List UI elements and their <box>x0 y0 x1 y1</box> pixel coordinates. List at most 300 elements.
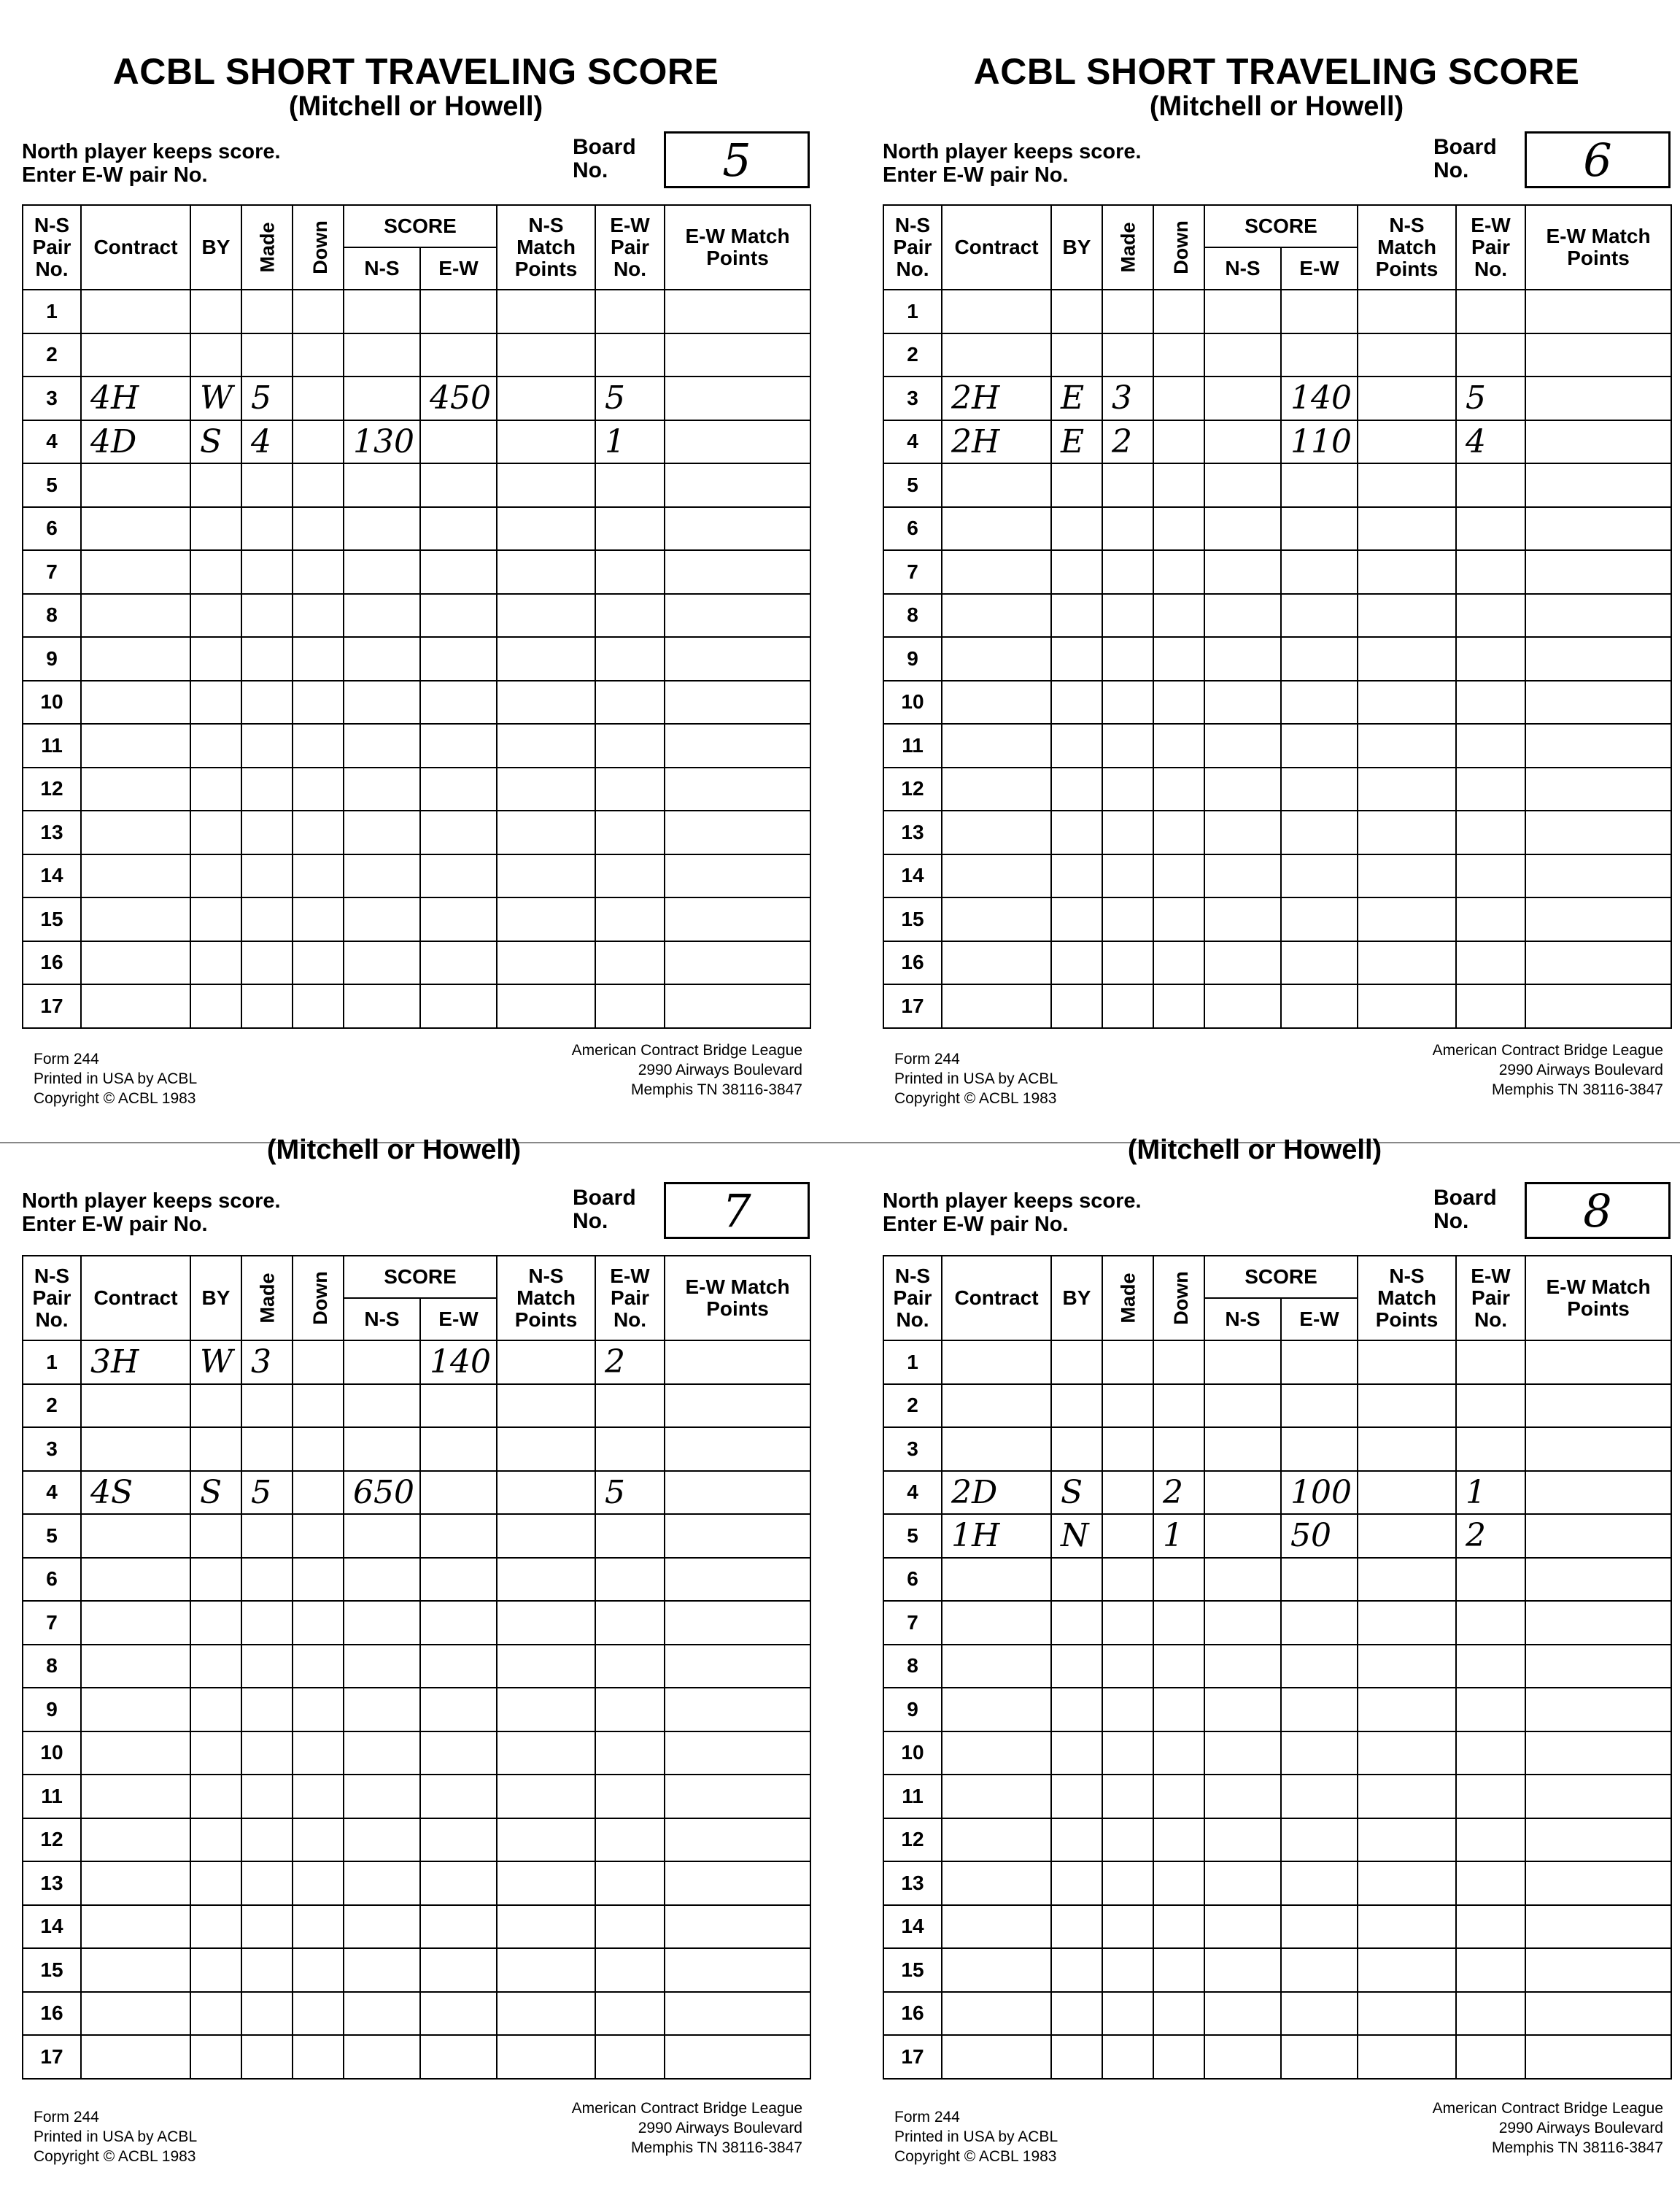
cell-ns-mp[interactable] <box>497 724 595 768</box>
cell-score-ew[interactable] <box>420 941 497 985</box>
cell-contract[interactable] <box>942 768 1051 811</box>
cell-score-ew[interactable] <box>420 290 497 333</box>
cell-down[interactable] <box>1153 681 1204 725</box>
cell-down[interactable] <box>1153 941 1204 985</box>
cell-by[interactable] <box>1051 1645 1102 1688</box>
cell-down[interactable] <box>1153 854 1204 898</box>
cell-score-ew[interactable] <box>1281 1818 1358 1862</box>
cell-by[interactable] <box>190 1992 241 2036</box>
cell-ns-mp[interactable] <box>497 1558 595 1602</box>
cell-ns-mp[interactable] <box>497 1948 595 1992</box>
cell-score-ns[interactable] <box>1204 984 1281 1028</box>
cell-down[interactable] <box>1153 463 1204 507</box>
cell-ew-mp[interactable] <box>665 681 810 725</box>
cell-score-ns[interactable]: 650 <box>344 1471 420 1515</box>
cell-score-ns[interactable] <box>344 1514 420 1558</box>
cell-by[interactable] <box>190 1775 241 1818</box>
cell-score-ns[interactable] <box>344 1558 420 1602</box>
cell-score-ns[interactable] <box>1204 1340 1281 1384</box>
cell-ew-pair[interactable] <box>595 854 665 898</box>
cell-by[interactable] <box>1051 854 1102 898</box>
cell-made[interactable] <box>241 1775 293 1818</box>
cell-made[interactable] <box>1102 1861 1153 1905</box>
cell-down[interactable] <box>293 1427 344 1471</box>
cell-score-ns[interactable] <box>1204 463 1281 507</box>
cell-ew-pair[interactable] <box>595 1688 665 1731</box>
cell-down[interactable] <box>293 1340 344 1384</box>
cell-made[interactable] <box>1102 1384 1153 1428</box>
cell-score-ns[interactable] <box>1204 290 1281 333</box>
cell-score-ns[interactable] <box>1204 377 1281 420</box>
cell-contract[interactable] <box>81 1601 190 1645</box>
cell-score-ew[interactable] <box>1281 811 1358 854</box>
cell-ew-mp[interactable] <box>1525 1731 1671 1775</box>
cell-ew-mp[interactable] <box>665 1688 810 1731</box>
cell-down[interactable] <box>293 463 344 507</box>
cell-made[interactable]: 5 <box>241 1471 293 1515</box>
cell-ew-pair[interactable] <box>595 594 665 638</box>
cell-made[interactable] <box>241 1558 293 1602</box>
cell-down[interactable] <box>293 420 344 464</box>
cell-down[interactable] <box>1153 1384 1204 1428</box>
cell-score-ew[interactable] <box>1281 550 1358 594</box>
cell-by[interactable] <box>1051 984 1102 1028</box>
cell-contract[interactable]: 3H <box>81 1340 190 1384</box>
cell-ns-mp[interactable] <box>497 290 595 333</box>
cell-ns-mp[interactable] <box>1358 1645 1456 1688</box>
cell-ew-mp[interactable] <box>665 637 810 681</box>
cell-ew-pair[interactable] <box>1456 941 1525 985</box>
cell-score-ns[interactable] <box>344 1992 420 2036</box>
cell-score-ns[interactable] <box>1204 1775 1281 1818</box>
cell-down[interactable] <box>293 1688 344 1731</box>
cell-by[interactable] <box>1051 1601 1102 1645</box>
cell-by[interactable] <box>190 463 241 507</box>
cell-ns-mp[interactable] <box>497 1645 595 1688</box>
cell-down[interactable] <box>1153 507 1204 551</box>
cell-made[interactable] <box>1102 1992 1153 2036</box>
cell-ns-mp[interactable] <box>1358 1601 1456 1645</box>
cell-score-ew[interactable] <box>420 1861 497 1905</box>
cell-ew-pair[interactable] <box>595 463 665 507</box>
cell-ew-pair[interactable] <box>1456 681 1525 725</box>
cell-score-ns[interactable] <box>1204 550 1281 594</box>
cell-ns-mp[interactable] <box>497 1688 595 1731</box>
cell-score-ew[interactable] <box>1281 681 1358 725</box>
cell-score-ew[interactable] <box>1281 637 1358 681</box>
cell-down[interactable] <box>293 507 344 551</box>
cell-down[interactable] <box>293 1818 344 1862</box>
cell-made[interactable] <box>1102 333 1153 377</box>
cell-ew-mp[interactable] <box>665 1775 810 1818</box>
cell-ew-mp[interactable] <box>1525 1340 1671 1384</box>
cell-ew-mp[interactable] <box>665 1905 810 1949</box>
cell-by[interactable] <box>190 550 241 594</box>
cell-score-ns[interactable] <box>1204 1905 1281 1949</box>
cell-made[interactable] <box>1102 1905 1153 1949</box>
cell-score-ns[interactable] <box>344 681 420 725</box>
cell-made[interactable] <box>1102 811 1153 854</box>
cell-by[interactable] <box>190 897 241 941</box>
cell-by[interactable] <box>1051 2035 1102 2079</box>
cell-by[interactable] <box>1051 1818 1102 1862</box>
cell-by[interactable] <box>1051 290 1102 333</box>
cell-down[interactable] <box>1153 1558 1204 1602</box>
cell-down[interactable] <box>293 724 344 768</box>
cell-contract[interactable] <box>942 1861 1051 1905</box>
cell-by[interactable]: W <box>190 377 241 420</box>
cell-by[interactable] <box>190 1948 241 1992</box>
cell-made[interactable] <box>241 594 293 638</box>
cell-by[interactable] <box>1051 1688 1102 1731</box>
cell-contract[interactable] <box>81 1384 190 1428</box>
cell-ns-mp[interactable] <box>1358 1861 1456 1905</box>
cell-ns-mp[interactable] <box>1358 507 1456 551</box>
cell-score-ns[interactable] <box>1204 1861 1281 1905</box>
cell-score-ew[interactable] <box>1281 1775 1358 1818</box>
cell-score-ns[interactable] <box>1204 1384 1281 1428</box>
cell-ns-mp[interactable] <box>497 811 595 854</box>
cell-ns-mp[interactable] <box>1358 1992 1456 2036</box>
cell-ew-mp[interactable] <box>1525 941 1671 985</box>
cell-ew-mp[interactable] <box>1525 1775 1671 1818</box>
cell-ew-mp[interactable] <box>1525 1992 1671 2036</box>
cell-ns-mp[interactable] <box>497 637 595 681</box>
cell-contract[interactable] <box>942 637 1051 681</box>
cell-ew-mp[interactable] <box>665 1514 810 1558</box>
cell-score-ns[interactable] <box>1204 1427 1281 1471</box>
cell-ew-pair[interactable] <box>595 1775 665 1818</box>
cell-by[interactable] <box>1051 507 1102 551</box>
cell-score-ew[interactable]: 450 <box>420 377 497 420</box>
cell-by[interactable] <box>190 1731 241 1775</box>
cell-contract[interactable]: 2D <box>942 1471 1051 1515</box>
cell-made[interactable] <box>241 724 293 768</box>
cell-score-ns[interactable] <box>344 811 420 854</box>
cell-made[interactable] <box>241 290 293 333</box>
cell-score-ns[interactable] <box>344 1427 420 1471</box>
cell-ns-mp[interactable] <box>1358 637 1456 681</box>
cell-ew-pair[interactable] <box>595 768 665 811</box>
cell-by[interactable] <box>190 941 241 985</box>
cell-contract[interactable] <box>942 1948 1051 1992</box>
cell-score-ew[interactable]: 110 <box>1281 420 1358 464</box>
cell-score-ew[interactable] <box>420 463 497 507</box>
cell-score-ew[interactable] <box>1281 941 1358 985</box>
cell-down[interactable] <box>293 1948 344 1992</box>
cell-ew-pair[interactable] <box>595 1601 665 1645</box>
cell-ew-mp[interactable] <box>1525 854 1671 898</box>
cell-score-ns[interactable] <box>1204 768 1281 811</box>
cell-ew-mp[interactable] <box>665 941 810 985</box>
cell-by[interactable] <box>190 1905 241 1949</box>
cell-ns-mp[interactable] <box>497 941 595 985</box>
cell-ew-mp[interactable] <box>1525 507 1671 551</box>
cell-contract[interactable] <box>81 2035 190 2079</box>
cell-made[interactable] <box>241 1731 293 1775</box>
cell-ew-pair[interactable] <box>595 1948 665 1992</box>
cell-made[interactable] <box>1102 897 1153 941</box>
cell-down[interactable] <box>1153 1775 1204 1818</box>
cell-ew-pair[interactable] <box>595 984 665 1028</box>
cell-by[interactable] <box>190 1514 241 1558</box>
cell-ew-pair[interactable] <box>1456 984 1525 1028</box>
cell-score-ns[interactable] <box>1204 811 1281 854</box>
cell-made[interactable] <box>241 811 293 854</box>
cell-down[interactable] <box>293 1558 344 1602</box>
cell-made[interactable] <box>1102 984 1153 1028</box>
cell-ew-pair[interactable]: 5 <box>1456 377 1525 420</box>
cell-ew-mp[interactable] <box>665 594 810 638</box>
cell-contract[interactable] <box>942 1427 1051 1471</box>
cell-ns-mp[interactable] <box>497 1731 595 1775</box>
cell-ns-mp[interactable] <box>1358 1731 1456 1775</box>
cell-ew-pair[interactable]: 5 <box>595 1471 665 1515</box>
cell-ew-pair[interactable] <box>595 1905 665 1949</box>
cell-by[interactable] <box>1051 1905 1102 1949</box>
cell-made[interactable] <box>1102 1948 1153 1992</box>
cell-score-ns[interactable] <box>1204 1645 1281 1688</box>
cell-score-ns[interactable] <box>344 1775 420 1818</box>
cell-contract[interactable] <box>942 724 1051 768</box>
cell-made[interactable] <box>241 1818 293 1862</box>
cell-down[interactable] <box>1153 2035 1204 2079</box>
cell-ew-mp[interactable] <box>665 724 810 768</box>
cell-ew-mp[interactable] <box>1525 1427 1671 1471</box>
cell-ew-mp[interactable] <box>1525 1818 1671 1862</box>
cell-ew-pair[interactable] <box>595 1384 665 1428</box>
cell-by[interactable] <box>190 1818 241 1862</box>
cell-down[interactable] <box>293 594 344 638</box>
cell-score-ew[interactable] <box>420 1471 497 1515</box>
cell-by[interactable]: E <box>1051 420 1102 464</box>
cell-ew-mp[interactable] <box>665 507 810 551</box>
cell-down[interactable] <box>293 1471 344 1515</box>
cell-ew-pair[interactable] <box>1456 507 1525 551</box>
cell-by[interactable] <box>1051 1775 1102 1818</box>
cell-ns-mp[interactable] <box>497 1340 595 1384</box>
cell-contract[interactable] <box>81 333 190 377</box>
cell-ew-pair[interactable] <box>595 724 665 768</box>
cell-by[interactable] <box>190 1645 241 1688</box>
cell-ew-pair[interactable] <box>1456 1645 1525 1688</box>
cell-score-ns[interactable] <box>1204 1992 1281 2036</box>
cell-down[interactable]: 1 <box>1153 1514 1204 1558</box>
cell-score-ew[interactable] <box>1281 1427 1358 1471</box>
cell-ew-mp[interactable] <box>665 1601 810 1645</box>
cell-ew-mp[interactable] <box>1525 1861 1671 1905</box>
cell-ew-pair[interactable] <box>595 1731 665 1775</box>
cell-score-ns[interactable] <box>344 768 420 811</box>
cell-contract[interactable] <box>81 594 190 638</box>
cell-score-ew[interactable] <box>1281 1861 1358 1905</box>
cell-contract[interactable] <box>81 1775 190 1818</box>
cell-made[interactable] <box>1102 854 1153 898</box>
cell-ns-mp[interactable] <box>497 1601 595 1645</box>
cell-ew-mp[interactable] <box>665 2035 810 2079</box>
cell-score-ns[interactable] <box>1204 1471 1281 1515</box>
cell-ew-pair[interactable] <box>1456 463 1525 507</box>
cell-by[interactable] <box>1051 897 1102 941</box>
cell-made[interactable] <box>1102 1731 1153 1775</box>
cell-by[interactable] <box>1051 1992 1102 2036</box>
cell-ns-mp[interactable] <box>1358 854 1456 898</box>
cell-by[interactable] <box>190 637 241 681</box>
cell-score-ew[interactable] <box>420 550 497 594</box>
cell-score-ew[interactable] <box>420 1558 497 1602</box>
cell-by[interactable] <box>190 333 241 377</box>
cell-by[interactable] <box>1051 724 1102 768</box>
cell-by[interactable]: N <box>1051 1514 1102 1558</box>
cell-score-ew[interactable] <box>420 1818 497 1862</box>
cell-by[interactable]: S <box>1051 1471 1102 1515</box>
cell-ew-pair[interactable] <box>595 1992 665 2036</box>
cell-down[interactable] <box>1153 290 1204 333</box>
cell-by[interactable] <box>1051 1384 1102 1428</box>
cell-score-ns[interactable] <box>344 1340 420 1384</box>
cell-ns-mp[interactable] <box>497 768 595 811</box>
cell-score-ew[interactable]: 100 <box>1281 1471 1358 1515</box>
cell-score-ew[interactable] <box>1281 333 1358 377</box>
cell-score-ns[interactable] <box>1204 1688 1281 1731</box>
cell-by[interactable] <box>190 1384 241 1428</box>
cell-ns-mp[interactable] <box>497 1514 595 1558</box>
cell-ns-mp[interactable] <box>1358 463 1456 507</box>
cell-ew-mp[interactable] <box>665 290 810 333</box>
cell-down[interactable] <box>293 1775 344 1818</box>
cell-score-ew[interactable] <box>1281 1731 1358 1775</box>
cell-ew-pair[interactable] <box>595 897 665 941</box>
cell-contract[interactable] <box>942 1775 1051 1818</box>
cell-down[interactable] <box>1153 1992 1204 2036</box>
cell-down[interactable] <box>293 984 344 1028</box>
cell-ew-mp[interactable] <box>1525 681 1671 725</box>
cell-score-ew[interactable]: 140 <box>420 1340 497 1384</box>
cell-made[interactable] <box>1102 1775 1153 1818</box>
cell-score-ew[interactable] <box>420 637 497 681</box>
cell-by[interactable] <box>190 984 241 1028</box>
cell-ns-mp[interactable] <box>497 897 595 941</box>
cell-ew-mp[interactable] <box>665 811 810 854</box>
cell-down[interactable] <box>293 1601 344 1645</box>
cell-ew-mp[interactable] <box>665 1731 810 1775</box>
cell-by[interactable] <box>190 1861 241 1905</box>
cell-ew-mp[interactable] <box>1525 550 1671 594</box>
cell-contract[interactable]: 2H <box>942 420 1051 464</box>
cell-score-ew[interactable] <box>420 1775 497 1818</box>
cell-down[interactable] <box>293 377 344 420</box>
cell-made[interactable] <box>241 1688 293 1731</box>
cell-made[interactable] <box>241 681 293 725</box>
cell-by[interactable] <box>190 1558 241 1602</box>
cell-contract[interactable] <box>942 941 1051 985</box>
cell-score-ns[interactable] <box>344 1861 420 1905</box>
cell-ns-mp[interactable] <box>1358 1905 1456 1949</box>
cell-ns-mp[interactable] <box>1358 897 1456 941</box>
cell-ew-pair[interactable] <box>595 507 665 551</box>
cell-ew-mp[interactable] <box>665 377 810 420</box>
cell-contract[interactable] <box>942 1384 1051 1428</box>
cell-by[interactable] <box>1051 1731 1102 1775</box>
cell-ew-pair[interactable] <box>1456 1688 1525 1731</box>
cell-down[interactable] <box>1153 1601 1204 1645</box>
cell-made[interactable] <box>1102 1688 1153 1731</box>
cell-ew-mp[interactable] <box>1525 1471 1671 1515</box>
cell-contract[interactable] <box>81 1818 190 1862</box>
cell-score-ns[interactable] <box>344 333 420 377</box>
cell-by[interactable] <box>1051 768 1102 811</box>
cell-ew-mp[interactable] <box>665 1818 810 1862</box>
cell-ew-pair[interactable] <box>595 637 665 681</box>
cell-contract[interactable] <box>81 507 190 551</box>
cell-down[interactable] <box>1153 1861 1204 1905</box>
cell-contract[interactable] <box>81 1514 190 1558</box>
cell-ew-pair[interactable] <box>595 1514 665 1558</box>
cell-made[interactable] <box>1102 1471 1153 1515</box>
cell-ew-mp[interactable] <box>1525 1514 1671 1558</box>
cell-contract[interactable] <box>942 550 1051 594</box>
cell-score-ew[interactable]: 140 <box>1281 377 1358 420</box>
cell-down[interactable] <box>293 897 344 941</box>
cell-score-ew[interactable] <box>1281 1948 1358 1992</box>
cell-score-ew[interactable] <box>1281 463 1358 507</box>
cell-down[interactable] <box>1153 897 1204 941</box>
cell-made[interactable]: 4 <box>241 420 293 464</box>
cell-score-ew[interactable] <box>420 2035 497 2079</box>
cell-score-ns[interactable] <box>344 1905 420 1949</box>
cell-ns-mp[interactable] <box>497 1471 595 1515</box>
cell-score-ns[interactable] <box>1204 1948 1281 1992</box>
cell-score-ew[interactable] <box>420 507 497 551</box>
cell-ew-pair[interactable]: 2 <box>595 1340 665 1384</box>
cell-ew-pair[interactable] <box>1456 1340 1525 1384</box>
cell-down[interactable] <box>1153 333 1204 377</box>
cell-ew-mp[interactable] <box>1525 1688 1671 1731</box>
cell-ns-mp[interactable] <box>1358 1775 1456 1818</box>
cell-ns-mp[interactable] <box>1358 811 1456 854</box>
cell-by[interactable] <box>190 2035 241 2079</box>
cell-ew-pair[interactable] <box>595 1558 665 1602</box>
cell-made[interactable] <box>1102 463 1153 507</box>
cell-ew-pair[interactable] <box>1456 724 1525 768</box>
cell-ew-pair[interactable]: 5 <box>595 377 665 420</box>
cell-ns-mp[interactable] <box>497 1384 595 1428</box>
cell-contract[interactable] <box>942 681 1051 725</box>
cell-ew-pair[interactable] <box>595 1861 665 1905</box>
cell-contract[interactable] <box>81 1427 190 1471</box>
cell-by[interactable] <box>1051 550 1102 594</box>
cell-ns-mp[interactable] <box>1358 724 1456 768</box>
cell-contract[interactable] <box>81 984 190 1028</box>
cell-made[interactable] <box>241 1601 293 1645</box>
cell-ns-mp[interactable] <box>497 1775 595 1818</box>
cell-made[interactable] <box>1102 1558 1153 1602</box>
cell-ew-mp[interactable] <box>1525 1384 1671 1428</box>
cell-by[interactable]: E <box>1051 377 1102 420</box>
cell-ns-mp[interactable] <box>1358 681 1456 725</box>
cell-ew-mp[interactable] <box>665 1861 810 1905</box>
cell-ns-mp[interactable] <box>1358 420 1456 464</box>
cell-ew-mp[interactable] <box>1525 290 1671 333</box>
cell-made[interactable] <box>241 1948 293 1992</box>
cell-score-ns[interactable] <box>1204 333 1281 377</box>
cell-down[interactable] <box>1153 811 1204 854</box>
cell-contract[interactable] <box>81 1948 190 1992</box>
cell-ew-mp[interactable] <box>1525 594 1671 638</box>
cell-score-ns[interactable] <box>1204 594 1281 638</box>
cell-score-ew[interactable] <box>1281 768 1358 811</box>
cell-contract[interactable] <box>81 1688 190 1731</box>
